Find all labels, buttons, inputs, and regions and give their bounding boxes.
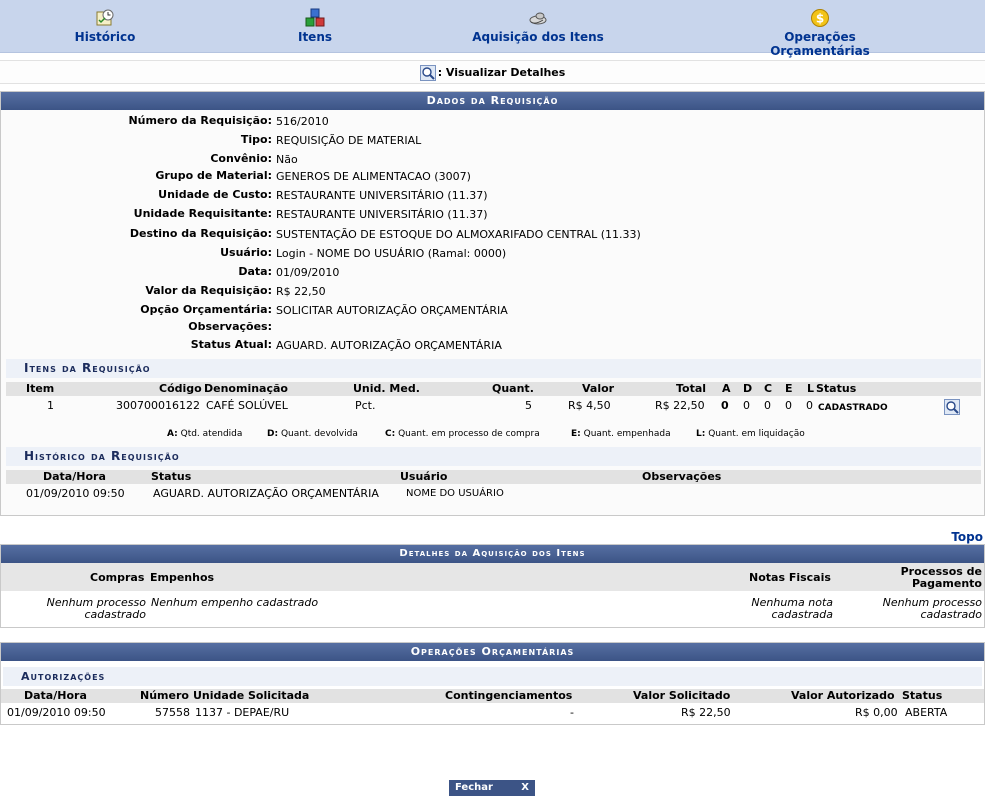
col-d: D: [743, 382, 753, 395]
field-label: Opção Orçamentária:: [140, 303, 272, 316]
cell-unidade: 1137 - DEPAE/RU: [195, 706, 290, 719]
abbr-d-text: Quant. devolvida: [280, 429, 358, 439]
abbr-a-key: A:: [167, 429, 178, 439]
field-label: Unidade Requisitante:: [133, 207, 272, 220]
abbr-l-text: Quant. em liquidação: [708, 429, 805, 439]
aquisicao-panel: [0, 544, 985, 628]
field-label: Status Atual:: [190, 338, 272, 351]
field-value: SOLICITAR AUTORIZAÇÃO ORÇAMENTÁRIA: [276, 304, 508, 317]
dados-title: Dados da Requisição: [1, 92, 984, 110]
abbr-d-key: D:: [267, 429, 279, 439]
col-c: C: [764, 382, 773, 395]
col-item: Item: [26, 382, 55, 395]
abbr-c-key: C:: [385, 429, 396, 439]
cell-codigo: 300700016122: [116, 399, 200, 412]
nav-operacoes[interactable]: [733, 8, 907, 58]
abbr-a: [167, 429, 242, 439]
cell-status: ABERTA: [905, 706, 948, 719]
col-notas-fiscais: Notas Fiscais: [749, 571, 831, 584]
field-value: R$ 22,50: [276, 285, 326, 298]
cell-valor: R$ 4,50: [568, 399, 611, 412]
nav-itens[interactable]: [285, 8, 345, 44]
gold-coin-icon: [810, 8, 830, 28]
nav-historico-label: Histórico: [74, 30, 136, 44]
field-value: SUSTENTAÇÃO DE ESTOQUE DO ALMOXARIFADO CENTRAL (11.33): [276, 228, 641, 241]
field-label: Tipo:: [240, 133, 272, 146]
field-label: Observações:: [188, 320, 272, 333]
nav-aquisicao[interactable]: [472, 8, 604, 44]
aquisicao-title: Detalhes da Aquisição dos Itens: [1, 545, 984, 563]
table-row: [1, 704, 984, 722]
col-empenhos: Empenhos: [150, 571, 215, 584]
cell-status: AGUARD. AUTORIZAÇÃO ORÇAMENTÁRIA: [153, 487, 379, 500]
col-usuario: Usuário: [400, 470, 448, 483]
col-e: E: [785, 382, 793, 395]
field-label: Data:: [238, 265, 272, 278]
operacoes-table-header: [1, 689, 984, 703]
topo-link[interactable]: Topo: [951, 530, 983, 544]
col-l: L: [807, 382, 815, 395]
cell-unid: Pct.: [355, 399, 376, 412]
historico-subtitle: Histórico da Requisição: [6, 447, 981, 466]
nav-aquisicao-label: Aquisição dos Itens: [472, 30, 604, 44]
top-navigation: [0, 0, 985, 58]
cell-valor-autorizado: R$ 0,00: [855, 706, 898, 719]
col-unid: Unid. Med.: [353, 382, 420, 395]
cell-valor-solicitado: R$ 22,50: [681, 706, 731, 719]
nav-historico[interactable]: [62, 8, 148, 44]
col-data: Data/Hora: [24, 689, 87, 702]
cell-data: 01/09/2010 09:50: [7, 706, 106, 719]
col-processos-1: Processos de: [900, 565, 982, 578]
table-row: [1, 596, 984, 626]
boxes-icon: [305, 8, 325, 28]
field-label: Grupo de Material:: [155, 169, 272, 182]
magnifier-icon: [420, 65, 436, 81]
abbr-c: [385, 429, 540, 439]
cell-d: 0: [743, 399, 750, 412]
cell-denominacao: CAFÉ SOLÚVEL: [206, 399, 288, 412]
fechar-button[interactable]: [449, 780, 535, 796]
cell-quant: 5: [525, 399, 532, 412]
itens-subtitle: Itens da Requisição: [6, 359, 981, 378]
cell-notas-2: cadastrada: [771, 608, 833, 621]
col-processos-2: Pagamento: [911, 577, 982, 590]
cell-c: 0: [764, 399, 771, 412]
col-a: A: [722, 382, 731, 395]
col-numero: Número: [140, 689, 189, 702]
cell-compras-1: Nenhum processo: [46, 596, 146, 609]
close-icon: X: [521, 782, 529, 793]
view-details-icon[interactable]: [944, 399, 960, 415]
field-value: 01/09/2010: [276, 266, 340, 279]
cell-numero: 57558: [155, 706, 190, 719]
col-status: Status: [151, 470, 192, 483]
field-label: Número da Requisição:: [128, 114, 272, 127]
abbr-c-text: Quant. em processo de compra: [398, 429, 540, 439]
nav-itens-label: Itens: [297, 30, 333, 44]
col-codigo: Código: [159, 382, 202, 395]
abbr-l: [696, 429, 805, 439]
fechar-label: Fechar: [455, 782, 493, 793]
col-valor: Valor: [582, 382, 615, 395]
operacoes-title: Operações Orçamentárias: [1, 643, 984, 661]
historico-table-header: [6, 470, 981, 484]
col-quant: Quant.: [492, 382, 534, 395]
table-row: [6, 397, 981, 415]
col-observacoes: Observações: [642, 470, 722, 483]
field-label: Unidade de Custo:: [158, 188, 272, 201]
field-label: Convênio:: [210, 152, 272, 165]
abbr-l-key: L:: [696, 429, 706, 439]
svg-text:$: $: [815, 11, 825, 26]
cell-processos-2: cadastrado: [920, 608, 982, 621]
legend-bar: [0, 60, 985, 84]
field-value: Login - NOME DO USUÁRIO (Ramal: 0000): [276, 247, 507, 260]
col-valor-solicitado: Valor Solicitado: [633, 689, 731, 702]
field-value: RESTAURANTE UNIVERSITÁRIO (11.37): [276, 208, 488, 221]
nav-operacoes-label: Operações Orçamentárias: [770, 30, 870, 58]
col-valor-autorizado: Valor Autorizado: [791, 689, 895, 702]
cell-a: 0: [721, 399, 729, 412]
cell-total: R$ 22,50: [655, 399, 705, 412]
field-value: 516/2010: [276, 115, 329, 128]
field-value: REQUISIÇÃO DE MATERIAL: [276, 134, 422, 147]
abbr-a-text: Qtd. atendida: [180, 429, 243, 439]
operacoes-panel: [0, 642, 985, 725]
abbr-e: [571, 429, 671, 439]
autorizacoes-subtitle: Autorizações: [3, 667, 982, 686]
col-data: Data/Hora: [43, 470, 106, 483]
cell-usuario: NOME DO USUÁRIO: [406, 488, 504, 499]
abbr-e-text: Quant. empenhada: [583, 429, 671, 439]
field-value: Não: [276, 153, 298, 166]
col-status: Status: [902, 689, 943, 702]
table-row: [6, 485, 981, 503]
abbr-e-key: E:: [571, 429, 581, 439]
dados-panel: [0, 91, 985, 516]
cell-contingenciamentos: -: [570, 706, 574, 719]
col-unidade: Unidade Solicitada: [193, 689, 310, 702]
cell-status: CADASTRADO: [818, 403, 888, 413]
cell-compras-2: cadastrado: [84, 608, 146, 621]
cell-processos-1: Nenhum processo: [882, 596, 982, 609]
field-label: Usuário:: [220, 246, 272, 259]
col-compras: Compras: [90, 571, 145, 584]
aquisicao-table-header: [1, 563, 984, 591]
cell-data: 01/09/2010 09:50: [26, 487, 125, 500]
field-value: RESTAURANTE UNIVERSITÁRIO (11.37): [276, 189, 488, 202]
col-status: Status: [816, 382, 857, 395]
col-contingenciamentos: Contingenciamentos: [445, 689, 573, 702]
itens-table-header: [6, 382, 981, 396]
calendar-check-icon: [95, 8, 115, 28]
abbr-d: [267, 429, 358, 439]
cell-l: 0: [806, 399, 813, 412]
col-denominacao: Denominação: [204, 382, 288, 395]
cell-e: 0: [785, 399, 792, 412]
cell-item: 1: [47, 399, 54, 412]
cell-notas-1: Nenhuma nota: [751, 596, 833, 609]
field-label: Valor da Requisição:: [145, 284, 272, 297]
field-value: GENEROS DE ALIMENTACAO (3007): [276, 170, 471, 183]
col-total: Total: [676, 382, 707, 395]
field-label: Destino da Requisição:: [129, 227, 272, 240]
legend-text: : Visualizar Detalhes: [437, 66, 566, 79]
cell-empenhos: Nenhum empenho cadastrado: [151, 596, 319, 609]
field-value: AGUARD. AUTORIZAÇÃO ORÇAMENTÁRIA: [276, 339, 502, 352]
hand-coins-icon: [528, 8, 548, 28]
